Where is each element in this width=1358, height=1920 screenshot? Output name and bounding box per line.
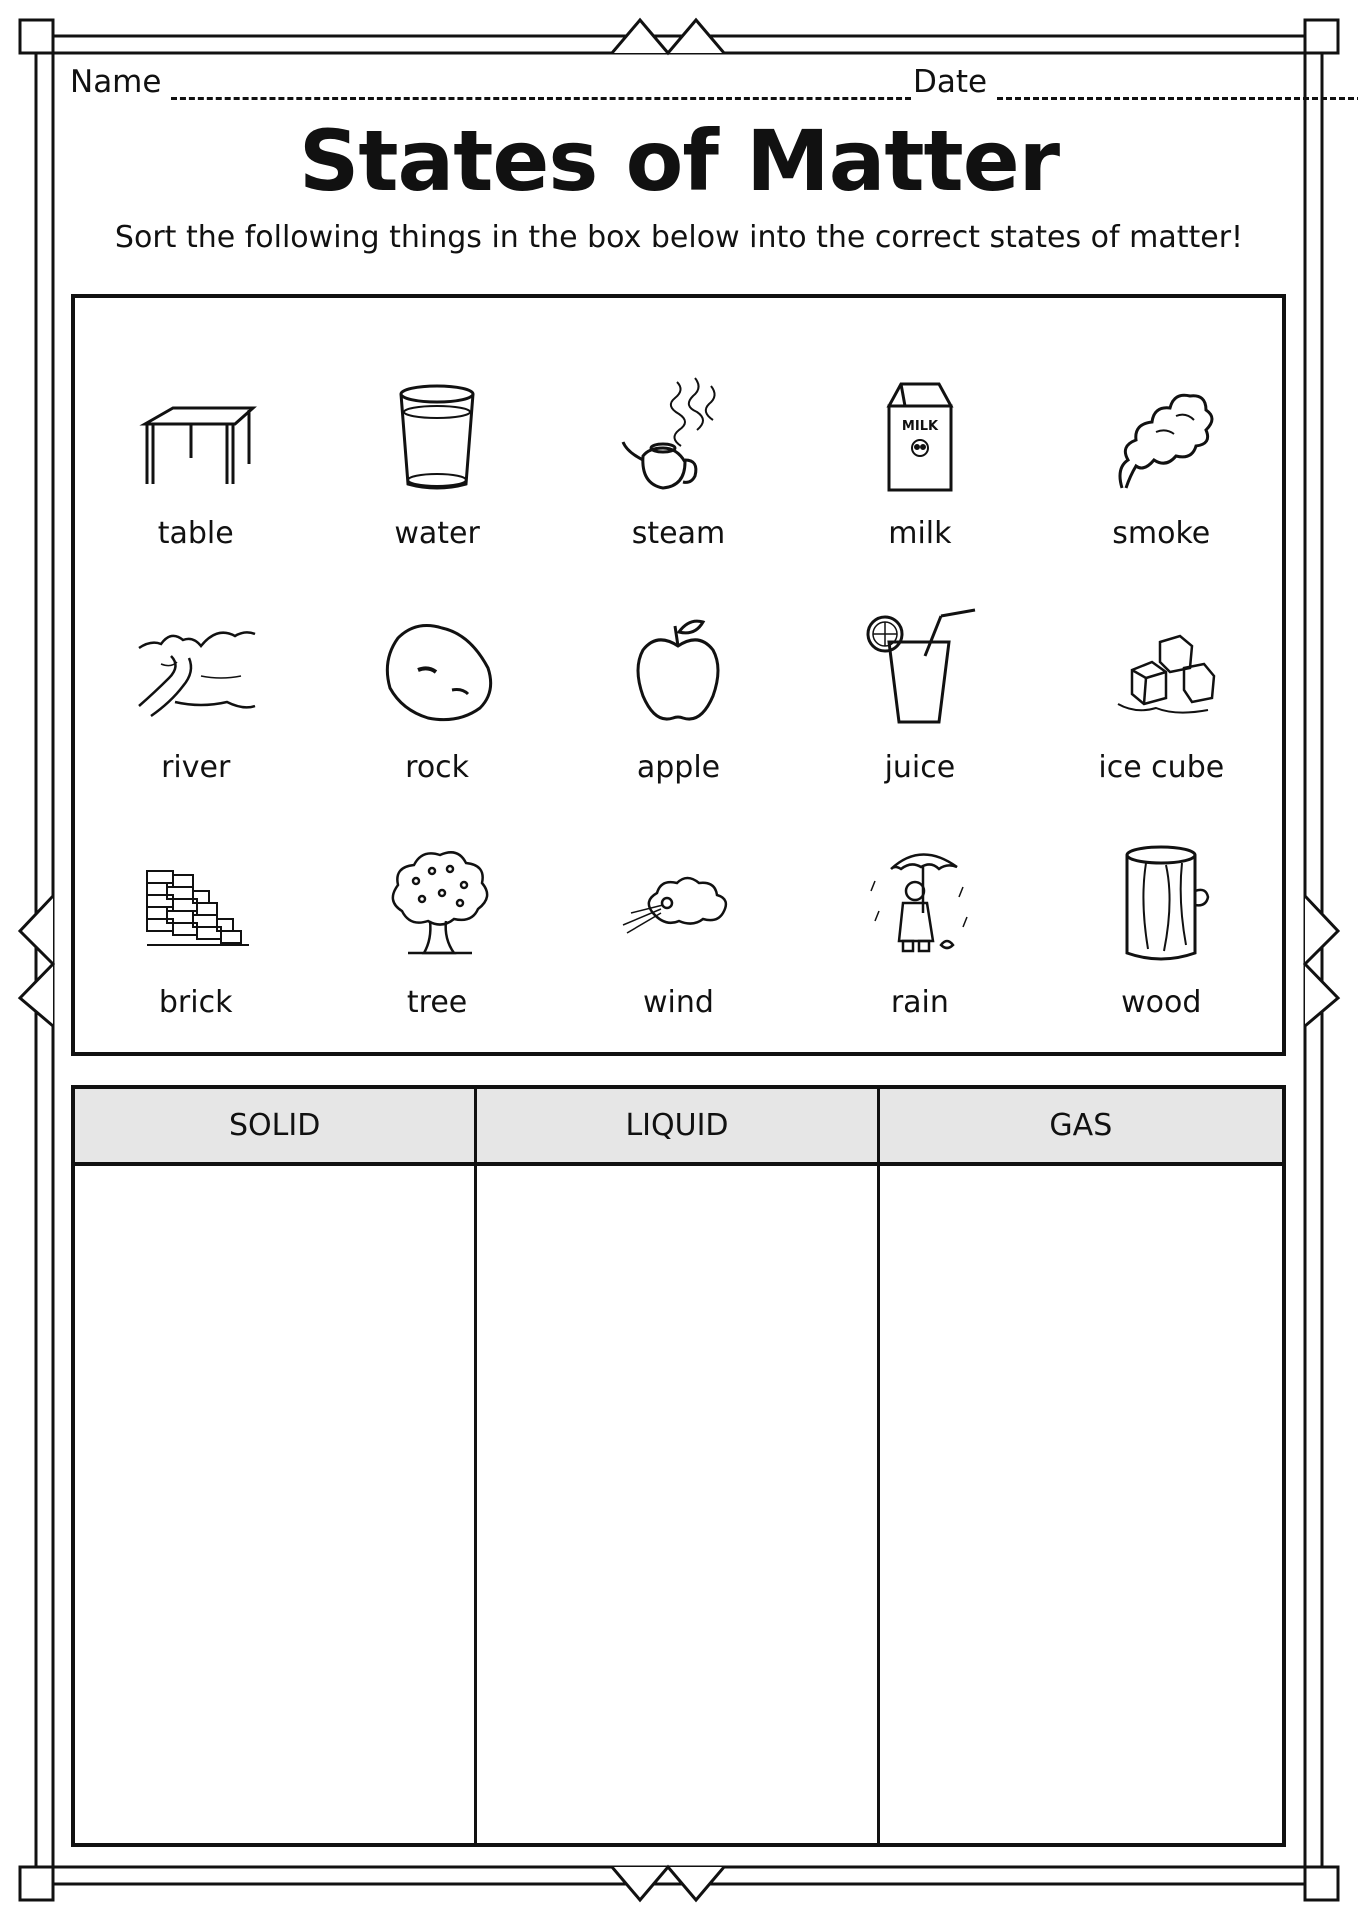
steaming-kettle-icon [613, 372, 743, 502]
item-ice-cube [1041, 563, 1282, 798]
name-field[interactable] [70, 64, 911, 100]
smoke-icon [1096, 372, 1226, 502]
brick-wall-icon [131, 841, 261, 971]
gas-header: GAS [880, 1089, 1282, 1166]
item-label: wind [643, 985, 714, 1020]
item-wind [558, 797, 799, 1032]
item-wood [1041, 797, 1282, 1032]
item-river [75, 563, 316, 798]
date-label: Date [913, 64, 988, 100]
item-label: rock [405, 750, 470, 786]
ice-cubes-icon [1096, 606, 1226, 736]
log-icon [1096, 841, 1226, 971]
page-title: States of Matter [298, 112, 1060, 210]
juice-glass-icon [855, 606, 985, 736]
liquid-header: LIQUID [477, 1089, 876, 1166]
item-label: wood [1121, 985, 1202, 1020]
liquid-column [477, 1089, 879, 1843]
item-apple [558, 563, 799, 798]
milk-text: MILK [901, 418, 938, 434]
item-table [75, 328, 316, 563]
item-label: brick [158, 985, 233, 1020]
child-with-umbrella-icon [855, 841, 985, 971]
river-icon [131, 606, 261, 736]
item-label: milk [888, 515, 952, 551]
gas-column [880, 1089, 1282, 1843]
table-icon [131, 372, 261, 502]
item-label: ice cube [1098, 750, 1225, 786]
name-label: Name [70, 64, 162, 100]
item-label: river [161, 750, 231, 786]
item-juice [799, 563, 1040, 798]
rock-icon [372, 606, 502, 736]
gas-answer-area[interactable] [880, 1166, 1282, 1843]
item-smoke [1041, 328, 1282, 563]
solid-answer-area[interactable] [75, 1166, 474, 1843]
item-label: smoke [1112, 515, 1211, 551]
item-steam [558, 328, 799, 563]
item-water [316, 328, 557, 563]
milk-carton-icon [855, 372, 985, 502]
item-label: apple [636, 750, 721, 786]
item-label: table [157, 515, 234, 551]
apple-icon [613, 606, 743, 736]
item-label: rain [890, 985, 949, 1020]
solid-header: SOLID [75, 1089, 474, 1166]
item-milk [799, 328, 1040, 563]
date-field[interactable] [913, 64, 1358, 100]
date-line[interactable] [997, 71, 1358, 100]
glass-of-water-icon [372, 372, 502, 502]
sorting-table [71, 1085, 1286, 1847]
instructions: Sort the following things in the box below into the correct states of matter! [114, 220, 1244, 255]
item-label: steam [631, 515, 726, 551]
liquid-answer-area[interactable] [477, 1166, 876, 1843]
apple-tree-icon [372, 841, 502, 971]
item-rock [316, 563, 557, 798]
item-label: juice [884, 750, 956, 786]
item-brick [75, 797, 316, 1032]
item-rain [799, 797, 1040, 1032]
solid-column [75, 1089, 477, 1843]
item-tree [316, 797, 557, 1032]
item-label: tree [406, 985, 468, 1020]
wind-cloud-icon [613, 841, 743, 971]
items-box [71, 294, 1286, 1056]
name-line[interactable] [171, 71, 911, 100]
item-label: water [394, 515, 480, 551]
